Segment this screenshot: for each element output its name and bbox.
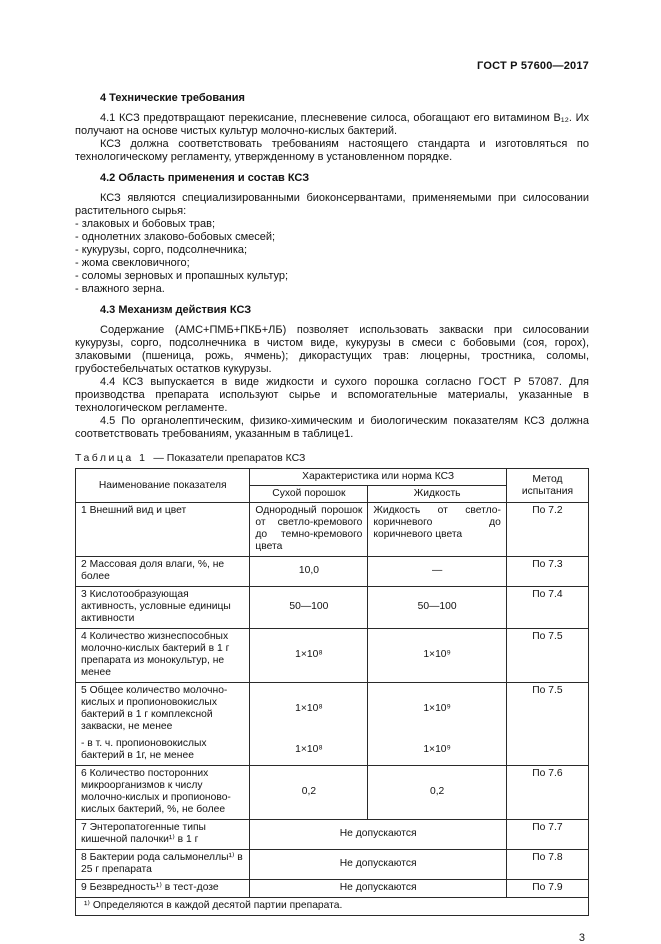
table-cell: 4 Количество жизнеспособных молочно-кислых бактерий в 1 г препарата из монокультур, не менее xyxy=(76,629,250,683)
section-heading-4: 4 Технические требования xyxy=(100,92,245,104)
table-cell: По 7.7 xyxy=(506,820,588,850)
table-row xyxy=(76,880,589,898)
table-cell: По 7.8 xyxy=(506,850,588,880)
col-header-powder: Сухой порошок xyxy=(250,486,368,503)
table-cell: По 7.6 xyxy=(506,766,588,820)
list-item-3: - кукурузы, сорго, подсолнечника; xyxy=(75,244,248,256)
table-cell: 5 Общее количество молочно-кислых и пропионовокислых бактерий в 1 г комплексной закваски, не менее xyxy=(76,683,250,737)
table-cell: 1×10⁹ xyxy=(368,683,507,737)
paragraph-4-3: Содержание (АМС+ПМБ+ПКБ+ЛБ) позволяет использовать закваски при силосовании кукурузы, сорго, подсолнечника в чистом виде, кукурузы в смеси с бобовыми (соя, горох), злаковыми (пшеница, рожь, ячмень); дикорастущих трав: люцерны, тростника, соломы, грубостебельчатых остатков кукурузы. xyxy=(75,324,589,375)
table-cell: 50—100 xyxy=(368,587,507,629)
table-row xyxy=(76,587,589,629)
list-item-1: - злаковых и бобовых трав; xyxy=(75,218,216,230)
table-foot xyxy=(76,898,589,916)
table-cell: По 7.4 xyxy=(506,587,588,629)
table-body xyxy=(76,503,589,898)
paragraph-4-1b: КСЗ должна соответствовать требованиям настоящего стандарта и изготовляться по технологическому регламенту, утвержденному в установленном порядке. xyxy=(75,138,589,163)
table-cell: 2 Массовая доля влаги, %, не более xyxy=(76,557,250,587)
table-cell: 3 Кислотообразующая активность, условные единицы активности xyxy=(76,587,250,629)
table-cell: 6 Количество посторонних микроорганизмов к числу молочно-кислых и пропионово-кислых бактерий, %, не более xyxy=(76,766,250,820)
col-header-name: Наименование показателя xyxy=(76,469,250,503)
table-cell: 1×10⁸ xyxy=(250,736,368,766)
paragraph-4-1a: 4.1 КСЗ предотвращают перекисание, плесневение силоса, обогащают его витамином В₁₂. Их получают на основе чистых культур молочно-кислых бактерий. xyxy=(75,112,589,137)
table-cell: Не допускаются xyxy=(250,850,506,880)
table-cell: 1 Внешний вид и цвет xyxy=(76,503,250,557)
list-item-6: - влажного зерна. xyxy=(75,283,165,295)
table-header-row xyxy=(76,469,589,486)
paragraph-4-2: КСЗ являются специализированными биоконсервантами, применяемыми при силосовании растительного сырья: xyxy=(75,192,589,217)
table-footnote: ¹⁾ Определяются в каждой десятой партии препарата. xyxy=(76,898,589,916)
table-cell: 1×10⁸ xyxy=(250,629,368,683)
table-cell: По 7.5 xyxy=(506,683,588,737)
section-heading-4-3: 4.3 Механизм действия КСЗ xyxy=(100,304,252,316)
col-header-group: Характеристика или норма КСЗ xyxy=(250,469,506,486)
doc-number: ГОСТ Р 57600—2017 xyxy=(477,60,589,72)
table-row xyxy=(76,766,589,820)
table-cell xyxy=(506,736,588,766)
list-item-5: - соломы зерновых и пропашных культур; xyxy=(75,270,289,282)
table-caption-text: — Показатели препаратов КСЗ xyxy=(153,452,306,464)
section-heading-4-2: 4.2 Область применения и состав КСЗ xyxy=(100,172,310,184)
table-cell: 9 Безвредность¹⁾ в тест-дозе xyxy=(76,880,250,898)
page-number: 3 xyxy=(578,932,585,944)
table-caption-label: Таблица 1 xyxy=(75,452,148,464)
table-cell: Не допускаются xyxy=(250,820,506,850)
table-row xyxy=(76,629,589,683)
table-cell: 0,2 xyxy=(250,766,368,820)
document-content xyxy=(75,92,589,944)
paragraph-4-5: 4.5 По органолептическим, физико-химическим и биологическим показателям КСЗ должна соответствовать требованиям, указанным в таблице1. xyxy=(75,415,589,440)
table-row xyxy=(76,503,589,557)
table-row xyxy=(76,557,589,587)
table-cell: 0,2 xyxy=(368,766,507,820)
table-cell: По 7.2 xyxy=(506,503,588,557)
table-cell: По 7.3 xyxy=(506,557,588,587)
list-item-2: - однолетних злаково-бобовых смесей; xyxy=(75,231,276,243)
table-cell: Жидкость от светло-коричневого до коричневого цвета xyxy=(368,503,507,557)
table-row xyxy=(76,736,589,766)
table-cell: 1×10⁹ xyxy=(368,736,507,766)
col-header-liquid: Жидкость xyxy=(368,486,507,503)
paragraph-4-4: 4.4 КСЗ выпускается в виде жидкости и сухого порошка согласно ГОСТ Р 57087. Для производства препарата используют сырье и вспомогательные материалы, указанные в технологическом регламенте. xyxy=(75,376,589,414)
table-row xyxy=(76,820,589,850)
table-cell: Однородный порошок от светло-кремового до темно-кремового цвета xyxy=(250,503,368,557)
table-footnote-row xyxy=(76,898,589,916)
table-cell: 1×10⁹ xyxy=(368,629,507,683)
table-cell: 8 Бактерии рода сальмонеллы¹⁾ в 25 г препарата xyxy=(76,850,250,880)
table-cell: По 7.9 xyxy=(506,880,588,898)
table-cell: 1×10⁸ xyxy=(250,683,368,737)
col-header-method: Метод испытания xyxy=(506,469,588,503)
table-row xyxy=(76,683,589,737)
table-cell: — xyxy=(368,557,507,587)
table-head xyxy=(76,469,589,503)
table-caption xyxy=(75,452,589,465)
table-cell: 10,0 xyxy=(250,557,368,587)
table-row xyxy=(76,850,589,880)
table-cell: По 7.5 xyxy=(506,629,588,683)
list-item-4: - жома свекловичного; xyxy=(75,257,190,269)
table-cell: - в т. ч. пропионовокислых бактерий в 1г, не менее xyxy=(76,736,250,766)
table-cell: Не допускаются xyxy=(250,880,506,898)
table-cell: 50—100 xyxy=(250,587,368,629)
table-cell: 7 Энтеропатогенные типы кишечной палочки¹⁾ в 1 г xyxy=(76,820,250,850)
indicators-table xyxy=(75,468,589,916)
